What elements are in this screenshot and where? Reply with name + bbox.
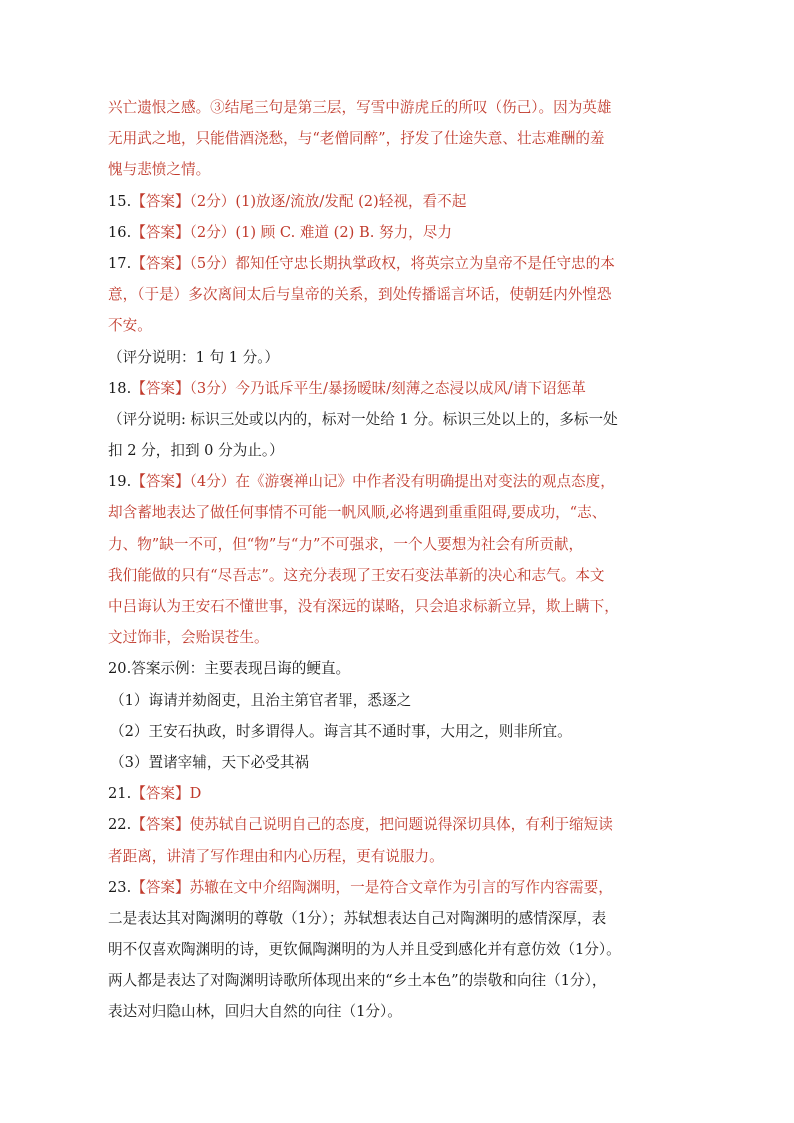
question-number: 16.	[108, 223, 132, 241]
answer-tag: 【答案】	[131, 878, 190, 896]
text-line-content: 扣 2 分，扣到 0 分为止。）	[108, 442, 284, 460]
text-line-content: （评分说明：1 句 1 分。）	[108, 348, 280, 366]
text-line-content: 不安。	[108, 317, 152, 335]
text-line-content: 苏辙在文中介绍陶渊明，一是符合文章作为引言的写作内容需要，	[189, 878, 613, 896]
text-line	[108, 716, 688, 747]
question-number: 15.	[108, 192, 132, 210]
text-line	[108, 965, 688, 996]
text-line	[108, 279, 688, 310]
text-line-content: 二是表达其对陶渊明的尊敬（1分）；苏轼想表达自己对陶渊明的感情深厚，表	[108, 909, 607, 927]
question-number: 19.	[108, 473, 132, 491]
answer-tag: 【答案】	[131, 379, 190, 397]
text-line-content: 却含蓄地表达了做任何事情不可能一帆风顺,必将遇到重重阻碍,要成功，“志、	[108, 504, 607, 522]
text-line-content: 中吕诲认为王安石不懂世事，没有深远的谋略，只会追求标新立异，欺上瞒下，	[108, 598, 619, 615]
answer-tag: 【答案】	[131, 816, 190, 834]
text-line	[108, 591, 688, 622]
answer-item-15	[108, 186, 688, 217]
text-line-content: 明不仅喜欢陶渊明的诗，更钦佩陶渊明的为人并且受到感化并有意仿效（1分）。	[108, 941, 621, 959]
text-line	[108, 154, 688, 185]
text-line-content: （2分）(1)放逐/流放/发配 (2)轻视，看不起	[189, 192, 467, 210]
text-line-content: 我们能做的只有“尽吾志”。这充分表现了王安石变法革新的决心和志气。本文	[108, 566, 605, 584]
answer-item-23	[108, 872, 688, 903]
text-line-content: （3分）今乃诋斥平生/暴扬暧昧/刻薄之态浸以成风/请下诏惩革	[189, 379, 586, 397]
answer-tag: 【答案】	[131, 254, 190, 272]
text-line-content: 力、物”缺一不可，但“物”与“力”不可强求，一个人要想为社会有所贡献，	[108, 535, 584, 553]
question-number: 20.	[108, 660, 132, 678]
answer-tag: 【答案】	[131, 192, 190, 210]
text-line-content: 意，（于是）多次离间太后与皇帝的关系，到处传播谣言坏话，使朝廷内外惶恐	[108, 286, 612, 304]
answer-item-18	[108, 373, 688, 404]
text-line-content: （5分）都知任守忠长期执掌政权，将英宗立为皇帝不是任守忠的本	[189, 254, 615, 272]
text-line-content: （4分）在《游褒禅山记》中作者没有明确提出对变法的观点态度，	[189, 473, 615, 491]
text-line	[108, 310, 688, 341]
text-line-content: （3）置诸宰辅，天下必受其祸	[110, 753, 310, 771]
text-line	[108, 934, 688, 965]
text-line-content: （2）王安石执政，时多谓得人。诲言其不通时事，大用之，则非所宜。	[110, 722, 572, 740]
answer-text-body	[108, 92, 688, 1028]
answer-tag: 【答案】	[131, 223, 190, 241]
text-line-content: 者距离，讲清了写作理由和内心历程，更有说服力。	[108, 847, 444, 865]
answer-item-16	[108, 217, 688, 248]
question-number: 23.	[108, 878, 132, 896]
text-line	[108, 560, 688, 591]
text-line	[108, 622, 688, 653]
text-line	[108, 841, 688, 872]
answer-item-19	[108, 466, 688, 497]
text-line	[108, 497, 688, 528]
text-line	[108, 529, 688, 560]
text-line-content: D	[189, 785, 202, 803]
text-line-content: （2分）(1) 顾 C. 难道 (2) B. 努力，尽力	[189, 223, 452, 241]
question-number: 17.	[108, 254, 132, 272]
text-line-content: （评分说明: 标识三处或以内的，标对一处给 1 分。标识三处以上的，多标一处	[108, 410, 618, 428]
text-line	[108, 123, 688, 154]
text-line-content: 两人都是表达了对陶渊明诗歌所体现出来的“乡土本色”的崇敬和向往（1分），	[108, 972, 607, 990]
text-line-content: 愧与悲愤之情。	[108, 161, 211, 179]
text-line	[108, 903, 688, 934]
text-line-content: （1）诲请并劾阁吏，且治主第官者罪，悉逐之	[110, 691, 412, 709]
answer-tag: 【答案】	[131, 473, 190, 491]
answer-item-21	[108, 778, 688, 809]
text-line-content: 文过饰非，会贻误苍生。	[108, 629, 269, 647]
answer-item-22	[108, 809, 688, 840]
text-line	[108, 747, 688, 778]
text-line-content: 答案示例：主要表现吕诲的鲠直。	[131, 660, 351, 678]
text-line-content: 表达对归隐山林，回归大自然的向往（1分）。	[108, 1003, 402, 1021]
answer-tag: 【答案】	[131, 785, 190, 803]
text-line-content: 兴亡遗恨之感。③结尾三句是第三层，写雪中游虎丘的所叹（伤己）。因为英雄	[108, 99, 612, 116]
question-number: 21.	[108, 785, 132, 803]
question-number: 18.	[108, 379, 132, 397]
question-number: 22.	[108, 816, 132, 834]
answer-item-20	[108, 653, 688, 684]
scoring-note	[108, 404, 688, 435]
text-line-content: 使苏轼自己说明自己的态度，把问题说得深切具体，有利于缩短读	[189, 816, 613, 834]
scoring-note	[108, 435, 688, 466]
text-line	[108, 92, 688, 123]
answer-item-17	[108, 248, 688, 279]
text-line-content: 无用武之地，只能借酒浇愁，与“老僧同醉”，抒发了仕途失意、壮志难酬的羞	[108, 130, 605, 148]
text-line	[108, 685, 688, 716]
scoring-note	[108, 342, 688, 373]
text-line	[108, 996, 688, 1027]
